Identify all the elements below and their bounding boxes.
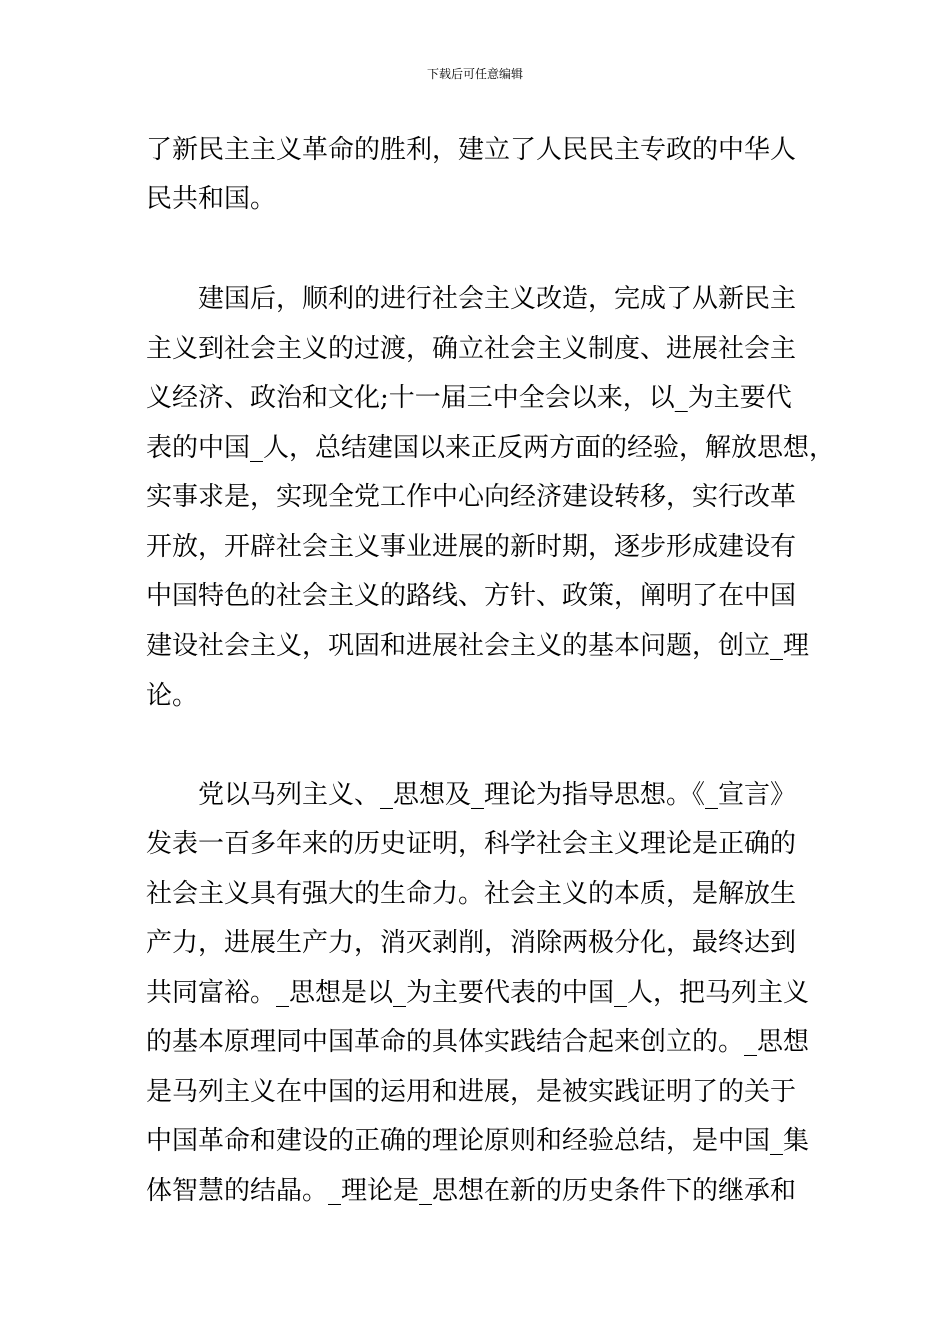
text-line: 义经济、政治和文化;十一届三中全会以来，以_为主要代 <box>146 383 792 413</box>
text-line: 是马列主义在中国的运用和进展，是被实践证明了的关于 <box>146 1077 797 1107</box>
text-line: 共同富裕。_思想是以_为主要代表的中国_人，把马列主义 <box>146 978 810 1008</box>
text-line: 民共和国。 <box>146 184 277 214</box>
page-header: 下载后可任意编辑 <box>426 67 523 81</box>
text-line: 实事求是，实现全党工作中心向经济建设转移，实行改革 <box>146 482 797 512</box>
text-line: 的基本原理同中国革命的具体实践结合起来创立的。_思想 <box>146 1027 810 1057</box>
text-line: 主义到社会主义的过渡，确立社会主义制度、进展社会主 <box>146 334 797 364</box>
paragraph-first-line: 建国后，顺利的进行社会主义改造，完成了从新民主 <box>198 284 797 314</box>
text-line: 发表一百多年来的历史证明，科学社会主义理论是正确的 <box>146 829 797 859</box>
text-line: 社会主义具有强大的生命力。社会主义的本质，是解放生 <box>146 879 797 909</box>
text-line: 中国革命和建设的正确的理论原则和经验总结，是中国_集 <box>146 1126 810 1156</box>
text-line: 中国特色的社会主义的路线、方针、政策，阐明了在中国 <box>146 581 797 611</box>
text-line: 建设社会主义，巩固和进展社会主义的基本问题，创立_理 <box>146 631 810 661</box>
text-line: 了新民主主义革命的胜利，建立了人民民主专政的中华人 <box>146 135 797 165</box>
text-line: 产力，进展生产力，消灭剥削，消除两极分化，最终达到 <box>146 928 797 958</box>
text-line: 论。 <box>146 681 199 711</box>
text-line: 体智慧的结晶。_理论是_思想在新的历史条件下的继承和 <box>146 1176 797 1206</box>
text-line: 表的中国_人，总结建国以来正反两方面的经验，解放思想， <box>146 433 836 463</box>
text-line: 开放，开辟社会主义事业进展的新时期，逐步形成建设有 <box>146 532 797 562</box>
paragraph-first-line: 党以马列主义、_思想及_理论为指导思想。《_宣言》 <box>198 780 797 810</box>
